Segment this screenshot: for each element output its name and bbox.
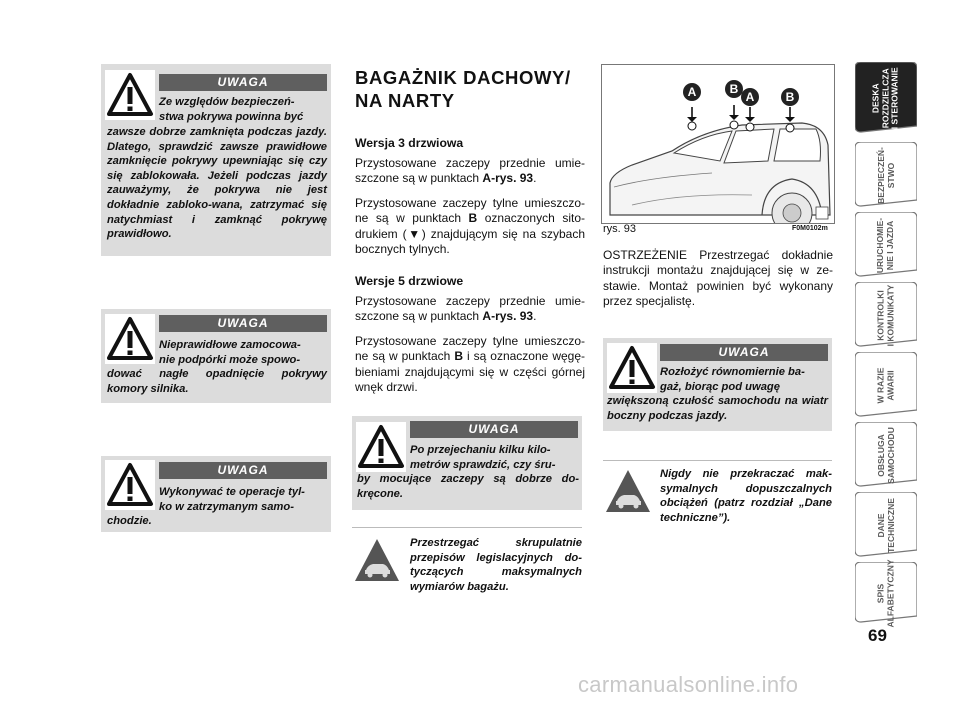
page-number: 69 (868, 626, 887, 645)
warning-triangle-icon (356, 422, 406, 472)
note-text: Nigdy nie przekraczać mak-symalnych dopuszczalnych obciążeń (patrz rozdział „Dane techniczne”). (660, 468, 832, 524)
figure-label-b: B (729, 82, 739, 96)
uwaga-label: UWAGA (159, 462, 327, 479)
section-heading: Wersja 3 drzwiowa (355, 136, 464, 150)
figure-code: F0M0102m (792, 225, 828, 232)
warning-text: Wykonywać te operacje tyl- ko w zatrzymanym samo- (159, 486, 305, 513)
uwaga-label: UWAGA (159, 74, 327, 91)
figure-label-a: A (687, 85, 697, 99)
warning-triangle-icon (105, 70, 155, 120)
note-separator (352, 527, 582, 528)
warning-text-cont: zwiększoną czułość samochodu na wiatr boczny podczas jazdy. (607, 395, 828, 422)
chapter-tab-label: BEZPIECZEŃ- STWO (875, 146, 895, 204)
chapter-tab[interactable] (855, 352, 917, 418)
figure-label-a: A (745, 90, 755, 104)
chapter-tab-label: URUCHOMIE- NIE I JAZDA (875, 217, 895, 273)
chapter-tab-label: OBSŁUGA SAMOCHODU (875, 426, 895, 484)
chapter-tab[interactable] (855, 142, 917, 208)
paragraph: Przystosowane zaczepy tylne umieszczo-ne są w punktach B i są oznaczone węgę-bieniami znajdującymi się w części górnej wnęk drzwi. (355, 334, 585, 394)
chapter-tab[interactable] (855, 212, 917, 278)
warning-text-cont: dować nagłe opadnięcie pokrywy komory silnika. (107, 368, 327, 395)
watermark: carmanualsonline.info (578, 672, 799, 697)
uwaga-label: UWAGA (410, 421, 578, 438)
warning-text: Ze względów bezpieczeń- stwa pokrywa powinna być (159, 96, 304, 123)
car-road-icon (603, 467, 653, 517)
paragraph: Przystosowane zaczepy przednie umie-szczone są w punktach A-rys. 93. (355, 156, 585, 186)
note-text: Przestrzegać skrupulatnie przepisów legislacyjnych do-tyczących maksymalnych wymiarów bagażu. (410, 537, 582, 593)
warning-text: Nieprawidłowe zamocowa- nie podpórki może spowo- (159, 339, 301, 366)
warning-triangle-icon (105, 314, 155, 364)
figure-caption: rys. 93 (603, 223, 637, 235)
warning-triangle-icon (105, 460, 155, 510)
chapter-tab-label: DESKA ROZDZIELCZA I STEROWANIE (870, 67, 900, 129)
chapter-tab-label: SPIS ALFABETYCZNY (875, 559, 895, 627)
section-heading: Wersje 5 drzwiowe (355, 274, 464, 288)
note-separator (603, 460, 832, 461)
paragraph: Przystosowane zaczepy przednie umie-szczone są w punktach A-rys. 93. (355, 294, 585, 324)
paragraph: Przystosowane zaczepy tylne umieszczo-ne są w punktach B oznaczonych sito-drukiem (▼) znajdującym się na szybach bocznych tylnych. (355, 196, 585, 256)
chapter-tab-label: KONTROLKI I KOMUNIKATY (875, 284, 895, 346)
chapter-tab[interactable] (855, 282, 917, 348)
warning-text: Rozłożyć równomiernie ba- gaż, biorąc pod uwagę (660, 366, 805, 393)
figure-label-b: B (785, 90, 795, 104)
ostrzezenie-paragraph: OSTRZEŻENIE Przestrzegać dokładnie instrukcji montażu znajdującej się w ze-stawie. Montaż powinien być wykonany przez specjalistę. (603, 248, 833, 308)
warning-text-cont: chodzie. (107, 515, 152, 527)
uwaga-label: UWAGA (660, 344, 828, 361)
chapter-tab-label: W RAZIE AWARII (875, 367, 895, 403)
car-road-icon (352, 536, 402, 586)
warning-text: Po przejechaniu kilku kilo- metrów sprawdzić, czy śru- (410, 444, 556, 471)
chapter-tab-label: DANE TECHNICZNE (875, 497, 895, 553)
warning-text-cont: by mocujące zaczepy są dobrze do-kręcone. (357, 473, 579, 500)
warning-text-cont: zawsze dobrze zamknięta podczas jazdy. Dlatego, sprawdzić zawsze prawidłowe zamknięcie pokrywy upewniając się czy się zablokowała. Jeżeli podczas jazdy zauważymy, że pokrywa nie jest dokładnie zabloko-wana, zatrzymać się natychmiast i zamknąć pokrywę prawidłowo. (107, 126, 327, 241)
uwaga-label: UWAGA (159, 315, 327, 332)
chapter-tab[interactable] (855, 422, 917, 488)
chapter-tab[interactable] (855, 492, 917, 558)
roof-rack-figure (601, 64, 835, 224)
chapter-tab[interactable] (855, 62, 917, 134)
page-title: BAGAŻNIK DACHOWY/ NA NARTY (355, 67, 571, 111)
chapter-tab[interactable] (855, 559, 917, 627)
warning-triangle-icon (607, 343, 657, 393)
